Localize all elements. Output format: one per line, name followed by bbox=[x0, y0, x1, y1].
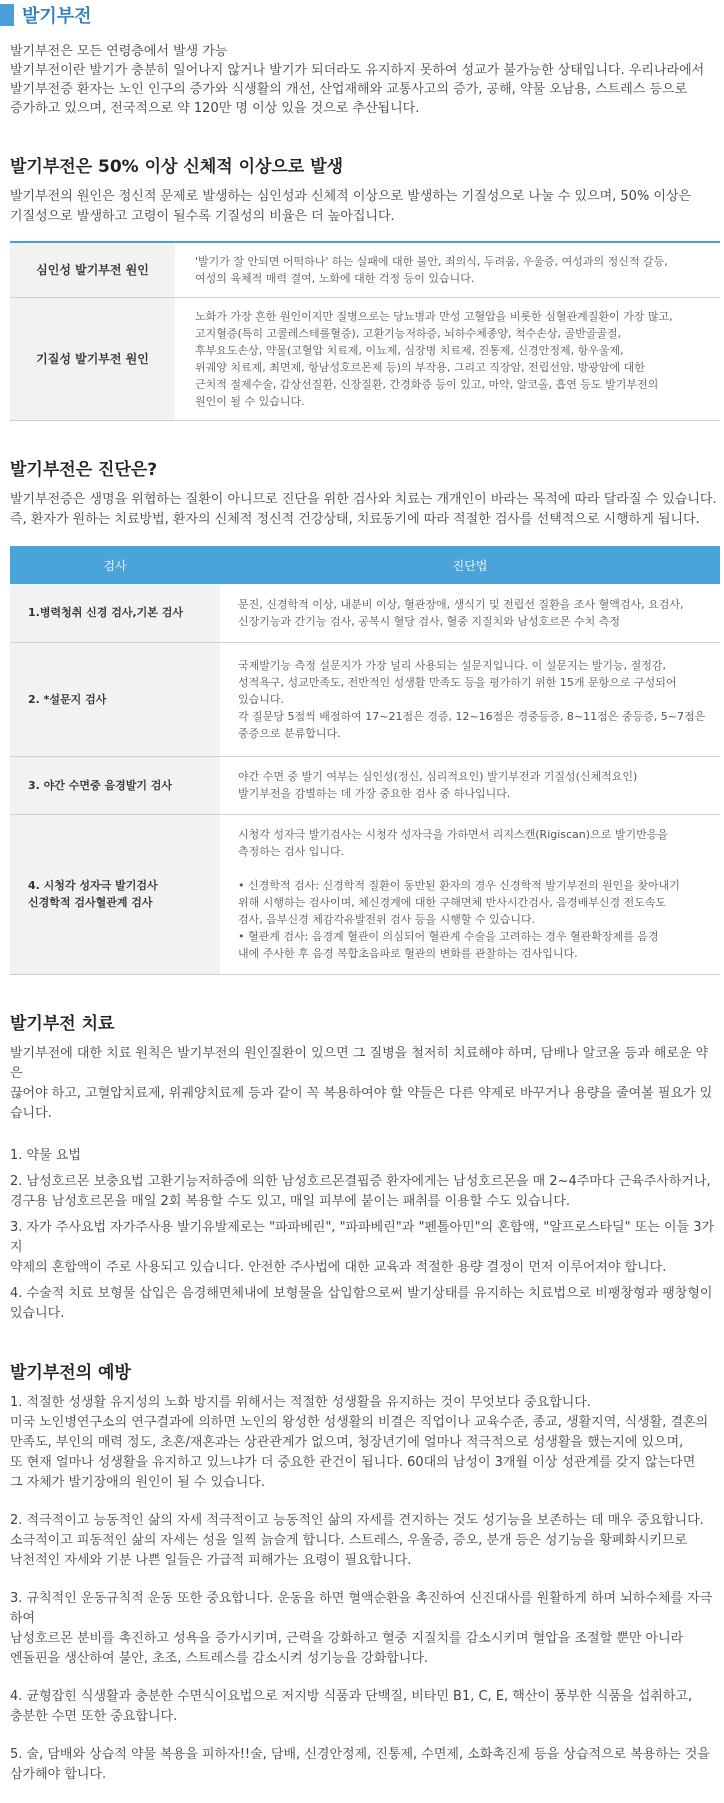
intro-section bbox=[10, 42, 719, 118]
intro-text: 발기부전은 모든 연령층에서 발생 가능 발기부전이란 발기가 충분히 일어나지 않거나 발기가 되더라도 유지하지 못하여 성교가 불가능한 상태입니다. 우리나라에서 발기부전증 환자는 노인 인구의 증가와 식생활의 개선, 산업재해와 교통사고의 증가, 공해, 약물 오남용, 스트레스 등으로 증가하고 있으며, 전국적으로 약 120만 명 이상 있을 것으로 추산됩니다. bbox=[10, 44, 705, 116]
prevention-heading: 발기부전의 예방 bbox=[10, 1362, 131, 1383]
prevention-list bbox=[10, 1393, 719, 1785]
diagnosis-label: 4. 시청각 성자극 발기검사 신경학적 검사혈관계 검사 bbox=[10, 814, 220, 974]
diagnosis-label: 1.병력청취 신경 검사,기본 검사 bbox=[10, 584, 220, 642]
cause-table bbox=[10, 241, 720, 421]
col-method-header: 진단법 bbox=[220, 546, 720, 584]
treatment-heading: 발기부전 치료 bbox=[10, 1013, 115, 1034]
table-row bbox=[10, 298, 720, 421]
list-item: 3. 자가 주사요법 자가주사용 발기유발제로는 "파파베린", "파파베린"과 "펜톨아민"의 혼합액, "알프로스타딜" 또는 이들 3가지 약제의 혼합액이 주로 사용되고 있습니다. 안전한 주사법에 대한 교육과 적절한 용량 결정이 먼저 이루어져야 합니다. bbox=[10, 1219, 715, 1275]
treatment-list bbox=[10, 1146, 719, 1324]
cause-label-psychogenic: 심인성 발기부전 원인 bbox=[10, 242, 175, 298]
diagnosis-text-cell: 야간 수면 중 발기 여부는 심인성(정신, 심리적요인) 발기부전과 기질성(신체적요인) 발기부전을 감별하는 데 가장 중요한 검사 중 하나입니다. bbox=[220, 756, 720, 814]
diagnosis-text-cell: 문진, 신경학적 이상, 내분비 이상, 혈관장애, 생식기 및 전립선 질환을 조사 혈액검사, 요검사, 신장기능과 간기능 검사, 공복시 혈당 검사, 혈중 지질치와 남성호르몬 수치 측정 bbox=[220, 584, 720, 642]
page-title-bar bbox=[10, 0, 719, 30]
table-row bbox=[10, 584, 720, 642]
treatment-text: 발기부전에 대한 치료 원칙은 발기부전의 원인질환이 있으면 그 질병을 철저히 치료해야 하며, 담배나 알코올 등과 해로운 약은 끊어야 하고, 고혈압치료제, 위궤양치료제 등과 같이 꼭 복용하여야 할 약들은 다른 약제로 바꾸거나 용량을 줄여볼 필요가 있습니다. bbox=[10, 1045, 713, 1121]
diagnosis-table bbox=[10, 546, 720, 975]
table-row bbox=[10, 814, 720, 974]
cause-heading: 발기부전은 50% 이상 신체적 이상으로 발생 bbox=[10, 157, 344, 177]
list-item: 1. 적절한 성생활 유지성의 노화 방지를 위해서는 적절한 성생활을 유지하는 것이 무엇보다 중요합니다. 미국 노인병연구소의 연구결과에 의하면 노인의 왕성한 성생활의 비결은 직업이나 교육수준, 종교, 생활지역, 식생활, 결혼의 만족도, 부인의 매력 정도, 초혼/재혼과는 상관관계가 없으며, 청장년기에 얼마나 적극적으로 성생활을 했는지에 있으며, 또 현재 얼마나 성생활을 유지하고 있느냐가 더 중요한 관건이 됩니다. 60대의 남성이 3개월 이상 성관계를 갖지 않는다면 그 자체가 발기장애의 원인이 될 수 있습니다. bbox=[10, 1394, 709, 1490]
col-test-header: 검사 bbox=[10, 546, 220, 584]
table-row bbox=[10, 756, 720, 814]
diagnosis-heading: 발기부전은 진단은? bbox=[10, 460, 158, 480]
diagnosis-label: 3. 야간 수면중 음경발기 검사 bbox=[10, 756, 220, 814]
table-row bbox=[10, 642, 720, 756]
list-item: 2. 적극적이고 능동적인 삶의 자세 적극적이고 능동적인 삶의 자세를 견지하는 것도 성기능을 보존하는 데 매우 중요합니다. 소극적이고 피동적인 삶의 자세는 성을 일찍 늙슬게 합니다. 스트레스, 우울증, 증오, 분개 등은 성기능을 황폐화시키므로 낙천적인 자세와 기분 나쁜 일들은 가급적 피해가는 요령이 필요합니다. bbox=[10, 1512, 704, 1568]
list-item: 4. 균형잡힌 식생활과 충분한 수면식이요법으로 저지방 식품과 단백질, 비타민 B1, C, E, 핵산이 풍부한 식품을 섭취하고, 충분한 수면 또한 중요합니다. bbox=[10, 1688, 693, 1724]
cause-text-organic: 노화가 가장 흔한 원인이지만 질병으로는 당뇨병과 만성 고혈압을 비롯한 심혈관계질환이 가장 많고, 고지혈증(특히 고콜레스테롤혈증), 고환기능저하증, 뇌하수체종양, 척수손상, 골반골골절, 후부요도손상, 약물(고혈압 치료제, 이뇨제, 심장병 치료제, 진통제, 신경안정제, 항우울제, 위궤양 치료제, 최면제, 항남성호르몬제 등)의 부작용, 그리고 직장암, 전립선암, 방광암에 대한 근치적 절제수술, 갑상선질환, 신장질환, 간경화증 등이 있고, 마약, 알코올, 흡연 등도 발기부전의 원인이 될 수 있습니다. bbox=[175, 298, 720, 421]
list-item: 5. 술, 담배와 상습적 약물 복용을 피하자!!술, 담배, 신경안정제, 진통제, 수면제, 소화촉진제 등을 상습적으로 복용하는 것을 삼가해야 합니다. bbox=[10, 1746, 710, 1782]
diagnosis-table-header bbox=[10, 546, 720, 584]
list-item: 1. 약물 요법 bbox=[10, 1147, 81, 1163]
cause-text: 발기부전의 원인은 정신적 문제로 발생하는 심인성과 신체적 이상으로 발생하는 기질성으로 나눌 수 있으며, 50% 이상은 기질성으로 발생하고 고령이 될수록 기질성의 비율은 더 높아집니다. bbox=[10, 189, 692, 224]
cause-label-organic: 기질성 발기부전 원인 bbox=[10, 298, 175, 421]
diagnosis-text: 발기부전증은 생명을 위협하는 질환이 아니므로 진단을 위한 검사와 치료는 개개인이 바라는 목적에 따라 달라질 수 있습니다. 즉, 환자가 원하는 치료방법, 환자의 신체적 정신적 건강상태, 치료동기에 따라 적절한 검사를 선택적으로 시행하게 됩니다. bbox=[10, 492, 717, 527]
title-marker bbox=[0, 4, 14, 26]
diagnosis-label: 2. *설문지 검사 bbox=[10, 642, 220, 756]
page-title: 발기부전 bbox=[22, 6, 92, 27]
cause-text-psychogenic: '발기가 잘 안되면 어떡하나' 하는 실패에 대한 불안, 죄의식, 두려움, 우울증, 여성과의 정신적 갈등, 여성의 육체적 매력 결여, 노화에 대한 걱정 등이 있습니다. bbox=[175, 242, 720, 298]
list-item: 3. 규칙적인 운동규칙적 운동 또한 중요합니다. 운동을 하면 혈액순환을 촉진하여 신진대사를 원활하게 하며 뇌하수체를 자극하여 남성호르몬 분비를 촉진하고 성욕을 증가시키며, 근력을 강화하고 혈중 지질치를 감소시키며 혈압을 조절할 뿐만 아니라 엔돌핀을 생산하여 불안, 초조, 스트레스를 감소시켜 성기능을 강화합니다. bbox=[10, 1590, 713, 1666]
table-row bbox=[10, 242, 720, 298]
diagnosis-text-cell: 시청각 성자극 발기검사는 시청각 성자극을 가하면서 리지스캔(Rigiscan)으로 발기반응을 측정하는 검사 입니다. • 신경학적 검사: 신경학적 질환이 동반된 환자의 경우 신경학적 발기부전의 원인을 찾아내기 위해 시행하는 검사이며, 체신경계에 대한 구해면체 반사시간검사, 음경배부신경 전도속도 검사, 음부신경 체감각유발전위 검사 등을 시행할 수 있습니다. • 혈관계 검사: 음경계 혈관이 의심되어 혈관계 수술을 고려하는 경우 혈관확장제를 음경 내에 주사한 후 음경 복합초음파로 혈관의 변화를 관찰하는 검사입니다. bbox=[220, 814, 720, 974]
list-item: 4. 수술적 치료 보형물 삽입은 음경해면체내에 보형물을 삽입함으로써 발기상태를 유지하는 치료법으로 비팽창형과 팽창형이 있습니다. bbox=[10, 1285, 713, 1321]
list-item: 2. 남성호르몬 보충요법 고환기능저하증에 의한 남성호르몬결핍증 환자에게는 남성호르몬을 매 2~4주마다 근육주사하거나, 경구용 남성호르몬을 매일 2회 복용할 수도 있고, 매일 피부에 붙이는 패취를 이용할 수도 있습니다. bbox=[10, 1173, 711, 1209]
diagnosis-text-cell: 국제발기능 측정 설문지가 가장 널리 사용되는 설문지입니다. 이 설문지는 발기능, 절정감, 성적욕구, 성교만족도, 전반적인 성생활 만족도 등을 평가하기 위한 15개 문항으로 구성되어 있습니다. 각 질문당 5점씩 배점하여 17~21점은 경증, 12~16점은 경중등증, 8~11점은 중등증, 5~7점은 중증으로 분류합니다. bbox=[220, 642, 720, 756]
